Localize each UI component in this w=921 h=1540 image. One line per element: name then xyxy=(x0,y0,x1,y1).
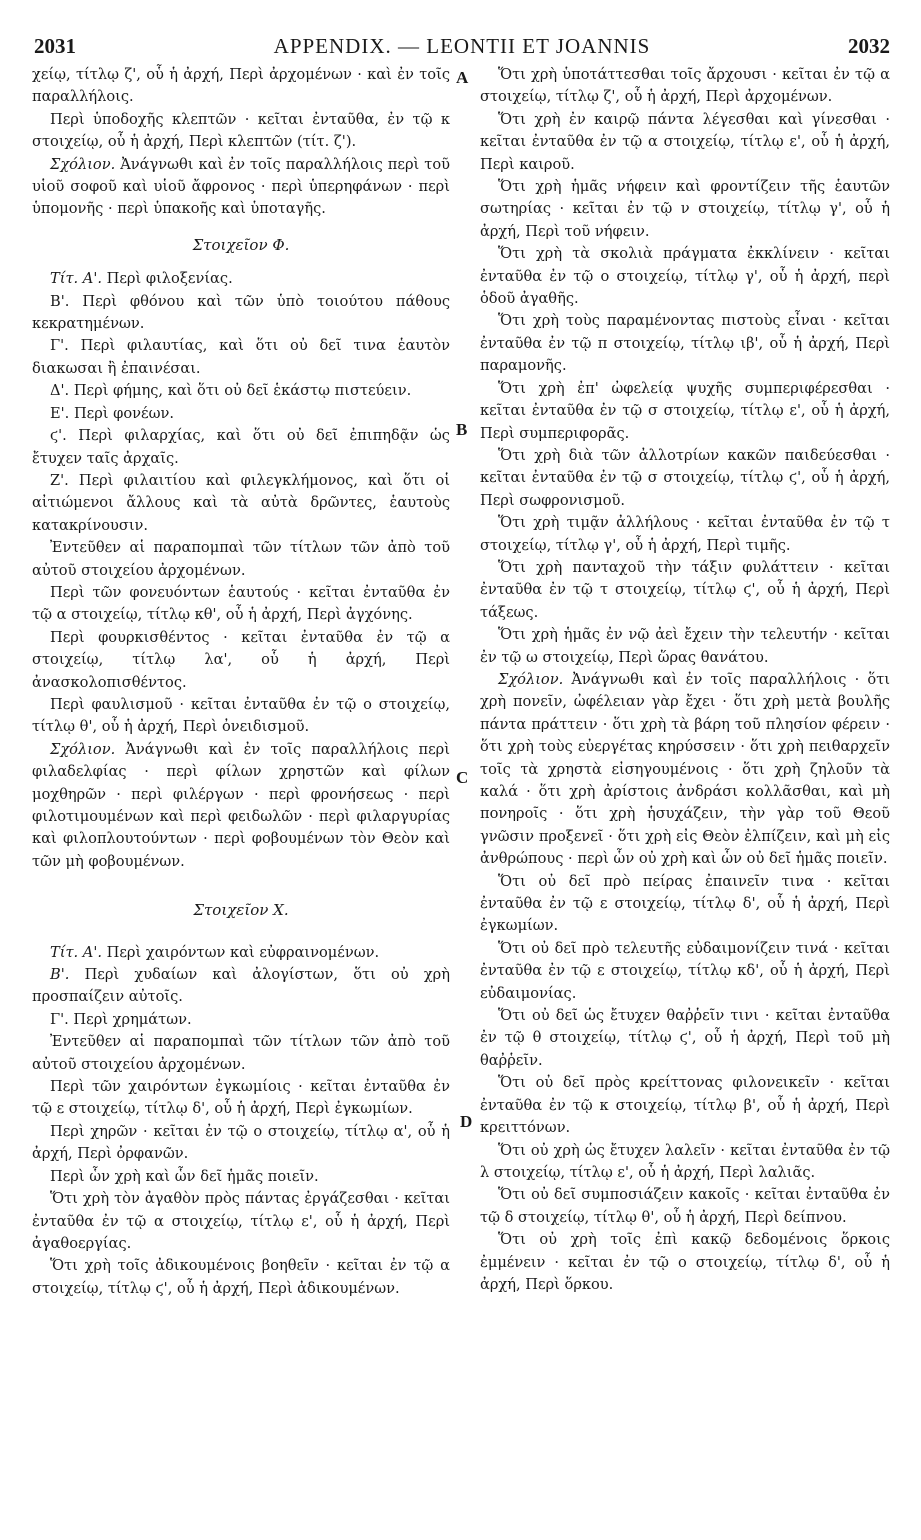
title-text: Περὶ φιλοξενίας. xyxy=(102,270,233,288)
title-entry: Ζ'. Περὶ φιλαιτίου καὶ φιλεγκλήμονος, καὶ ὅτι οἱ αἰτιώμενοι ἄλλους καὶ τὰ αὐτὰ δρῶντες, ἑαυτοὺς κατακρίνουσιν. xyxy=(32,471,450,534)
cross-reference: Περὶ τῶν χαιρόντων ἐγκωμίοις · κεῖται ἐνταῦθα ἐν τῷ ε στοιχείῳ, τίτλῳ δ', οὗ ἡ ἀρχή, Περὶ ἐγκωμίων. xyxy=(32,1078,450,1118)
cross-reference: Ὅτι χρὴ διὰ τῶν ἀλλοτρίων κακῶν παιδεύεσθαι · κεῖται ἐνταῦθα ἐν τῷ σ στοιχείῳ, τίτλῳ ϛ', οὗ ἡ ἀρχή, Περὶ σωφρονισμοῦ. xyxy=(480,446,890,509)
cross-reference: Ὅτι οὐ δεῖ ὡς ἔτυχεν θαῤῥεῖν τινι · κεῖται ἐνταῦθα ἐν τῷ θ στοιχείῳ, τίτλῳ ϛ', οὗ ἡ ἀρχή, Περὶ τοῦ μὴ θαῤῥεῖν. xyxy=(480,1007,890,1069)
cross-reference: Ὅτι οὐ δεῖ πρὸ τελευτῆς εὐδαιμονίζειν τινά · κεῖται ἐνταῦθα ἐν τῷ ε στοιχείῳ, τίτλῳ κδ', οὗ ἡ ἀρχή, Περὶ εὐδαιμονίας. xyxy=(480,939,890,1002)
cross-reference: Ὅτι χρὴ ἐπ' ὠφελείᾳ ψυχῆς συμπεριφέρεσθαι · κεῖται ἐνταῦθα ἐν τῷ σ στοιχείῳ, τίτλῳ ε', οὗ ἡ ἀρχή, Περὶ συμπεριφορᾶς. xyxy=(480,379,890,442)
paragraph: χείῳ, τίτλῳ ζ', οὗ ἡ ἀρχή, Περὶ ἀρχομένων · καὶ ἐν τοῖς παραλλήλοις. xyxy=(32,66,450,106)
paragraph: Περὶ ὧν χρὴ καὶ ὧν δεῖ ἡμᾶς ποιεῖν. xyxy=(50,1167,319,1185)
scholion-label: Σχόλιον. xyxy=(50,155,116,173)
cross-reference: Ὅτι χρὴ τοῖς ἀδικουμένοις βοηθεῖν · κεῖται ἐν τῷ α στοιχείῳ, τίτλῳ ϛ', οὗ ἡ ἀρχή, Περὶ ἀδικουμένων. xyxy=(32,1257,450,1297)
cross-reference: Περὶ φουρκισθέντος · κεῖται ἐνταῦθα ἐν τῷ α στοιχείῳ, τίτλῳ λα', οὗ ἡ ἀρχή, Περὶ ἀνασκολοπισθέντος. xyxy=(32,628,450,691)
paragraph: Ἐντεῦθεν αἱ παραπομπαὶ τῶν τίτλων τῶν ἀπὸ τοῦ αὐτοῦ στοιχείου ἀρχομένων. xyxy=(32,1033,450,1073)
margin-marker-b: B xyxy=(456,420,468,439)
scholion-text: Ἀνάγνωθι καὶ ἐν τοῖς παραλλήλοις περὶ φιλαδελφίας · περὶ φίλων χρηστῶν καὶ φίλων μοχθηρῶν · περὶ φιλέργων · περὶ φρονήσεως · περὶ φιλοτιμουμένων καὶ περὶ φειδωλῶν · περὶ φιλαργυρίας καὶ φιλοπλουτούντων · περὶ φοβουμένων τὸν Θεὸν καὶ τῶν μὴ φοβουμένων. xyxy=(32,740,450,870)
cross-reference: Ὅτι χρὴ τοὺς παραμένοντας πιστοὺς εἶναι · κεῖται ἐνταῦθα ἐν τῷ π στοιχείῳ, τίτλῳ ιβ', οὗ ἡ ἀρχή, Περὶ παραμονῆς. xyxy=(480,312,890,375)
section-heading-chi: Στοιχεῖον Χ. xyxy=(193,901,289,920)
cross-reference: Ὅτι χρὴ ἐν καιρῷ πάντα λέγεσθαι καὶ γίνεσθαι · κεῖται ἐνταῦθα ἐν τῷ α στοιχείῳ, τίτλῳ ε', οὗ ἡ ἀρχή, Περὶ καιροῦ. xyxy=(480,110,890,173)
scholion-paragraph xyxy=(32,154,450,221)
title-label: Β'. xyxy=(50,966,70,984)
scholion-paragraph xyxy=(480,669,890,871)
title-text: Περὶ χαιρόντων καὶ εὐφραινομένων. xyxy=(102,943,380,961)
cross-reference: Ὅτι χρὴ ἡμᾶς νήφειν καὶ φροντίζειν τῆς ἑαυτῶν σωτηρίας · κεῖται ἐν τῷ ν στοιχείῳ, τίτλῳ γ', οὗ ἡ ἀρχή, Περὶ τοῦ νήφειν. xyxy=(480,178,890,240)
cross-reference: Ὅτι χρὴ τιμᾷν ἀλλήλους · κεῖται ἐνταῦθα ἐν τῷ τ στοιχείῳ, τίτλῳ γ', οὗ ἡ ἀρχή, Περὶ τιμῆς. xyxy=(480,514,890,554)
cross-reference: Ὅτι οὐ χρὴ ὡς ἔτυχεν λαλεῖν · κεῖται ἐνταῦθα ἐν τῷ λ στοιχείῳ, τίτλῳ ε', οὗ ἡ ἀρχή, Περὶ λαλιᾶς. xyxy=(480,1141,890,1181)
scholion-text: Ἀνάγνωθι καὶ ἐν τοῖς παραλλήλοις περὶ τοῦ υἱοῦ σοφοῦ καὶ υἱοῦ ἄφρονος · περὶ ὑπερηφάνων · περὶ ὑπομονῆς · περὶ ὑπακοῆς καὶ ὑποταγῆς. xyxy=(32,155,450,218)
scholion-label: Σχόλιον. xyxy=(498,670,564,688)
margin-marker-d: D xyxy=(460,1112,473,1131)
title-entry: Δ'. Περὶ φήμης, καὶ ὅτι οὐ δεῖ ἑκάστῳ πιστεύειν. xyxy=(50,382,412,400)
title-label: Τίτ. Α'. xyxy=(50,270,102,288)
cross-reference: Ὅτι χρὴ τὸν ἀγαθὸν πρὸς πάντας ἐργάζεσθαι · κεῖται ἐνταῦθα ἐν τῷ α στοιχείῳ, τίτλῳ ε', οὗ ἡ ἀρχή, Περὶ ἀγαθοεργίας. xyxy=(32,1190,450,1252)
cross-reference: Περὶ χηρῶν · κεῖται ἐν τῷ ο στοιχείῳ, τίτλῳ α', οὗ ἡ ἀρχή, Περὶ ὀρφανῶν. xyxy=(32,1122,450,1163)
left-column xyxy=(32,64,450,1300)
section-heading-phi: Στοιχεῖον Φ. xyxy=(192,235,290,254)
title-entry: Β'. Περὶ φθόνου καὶ τῶν ὑπὸ τοιούτου πάθους κεκρατημένων. xyxy=(32,292,450,333)
title-entry xyxy=(32,964,450,1009)
paragraph: Ἐντεῦθεν αἱ παραπομπαὶ τῶν τίτλων τῶν ἀπὸ τοῦ αὐτοῦ στοιχείου ἀρχομένων. xyxy=(32,539,450,579)
paragraph: Περὶ ὑποδοχῆς κλεπτῶν · κεῖται ἐνταῦθα, ἐν τῷ κ στοιχείῳ, οὗ ἡ ἀρχή, Περὶ κλεπτῶν (τίτ. ζ'). xyxy=(32,110,450,151)
cross-reference: Ὅτι χρὴ ἡμᾶς ἐν νῷ ἀεὶ ἔχειν τὴν τελευτήν · κεῖται ἐν τῷ ω στοιχείῳ, Περὶ ὥρας θανάτου. xyxy=(480,626,890,666)
cross-reference: Ὅτι οὐ δεῖ πρὸ πείρας ἐπαινεῖν τινα · κεῖται ἐνταῦθα ἐν τῷ ε στοιχείῳ, τίτλῳ δ', οὗ ἡ ἀρχή, Περὶ ἐγκωμίων. xyxy=(480,872,890,935)
cross-reference: Ὅτι χρὴ ὑποτάττεσθαι τοῖς ἄρχουσι · κεῖται ἐν τῷ α στοιχείῳ, τίτλῳ ζ', οὗ ἡ ἀρχή, Περὶ ἀρχομένων. xyxy=(480,66,890,106)
title-entry: ϛ'. Περὶ φιλαρχίας, καὶ ὅτι οὐ δεῖ ἐπιπηδᾷν ὡς ἔτυχεν ταῖς ἀρχαῖς. xyxy=(32,427,450,467)
cross-reference: Ὅτι οὐ δεῖ πρὸς κρείττονας φιλονεικεῖν · κεῖται ἐνταῦθα ἐν τῷ κ στοιχείῳ, τίτλῳ β', οὗ ἡ ἀρχή, Περὶ κρειττόνων. xyxy=(480,1074,890,1137)
cross-reference: Ὅτι οὐ χρὴ τοῖς ἐπὶ κακῷ δεδομένοις ὅρκοις ἐμμένειν · κεῖται ἐν τῷ ο στοιχείῳ, τίτλῳ δ', οὗ ἡ ἀρχή, Περὶ ὅρκου. xyxy=(480,1231,890,1293)
title-label: Τίτ. Α'. xyxy=(50,943,102,961)
scholion-paragraph xyxy=(32,739,450,873)
title-text: Περὶ χυδαίων καὶ ἀλογίστων, ὅτι οὐ χρὴ προσπαίζειν αὐτοῖς. xyxy=(32,966,450,1006)
cross-reference: Ὅτι χρὴ πανταχοῦ τὴν τάξιν φυλάττειν · κεῖται ἐνταῦθα ἐν τῷ τ στοιχείῳ, τίτλῳ ϛ', οὗ ἡ ἀρχή, Περὶ τάξεως. xyxy=(480,558,890,621)
page-number-left: 2031 xyxy=(34,34,76,58)
scholion-text: Ἀνάγνωθι καὶ ἐν τοῖς παραλλήλοις · ὅτι χρὴ πονεῖν, ὠφέλειαν γὰρ ἔχει · ὅτι χρὴ μετὰ βουλῆς πάντα πράττειν · ὅτι χρὴ τὰ βάρη τοῦ πλησίον φέρειν · ὅτι χρὴ τοὺς εὐεργέτας κηρύσσειν · ὅτι χρὴ πειθαρχεῖν τοῖς τὰ χρηστὰ εἰσηγουμένοις · ὅτι χρὴ ζηλοῦν τὰ καλά · ὅτι χρὴ ἀρίστοις ἀνδράσι κολλᾶσθαι, καὶ μὴ πονηροῖς · ὅτι χρὴ ἡσυχάζειν, τὴν γὰρ τοῦ Θεοῦ γνῶσιν προξενεῖ · ὅτι χρὴ εἰς Θεὸν ἐλπίζειν, καὶ μὴ εἰς ἀνθρώπους · περὶ ὧν οὐ χρὴ καὶ ὧν οὐ δεῖ ἡμᾶς ποιεῖν. xyxy=(480,670,890,868)
title-entry: Γ'. Περὶ φιλαυτίας, καὶ ὅτι οὐ δεῖ τινα ἑαυτὸν διακωσαι ἢ ἐπαινέσαι. xyxy=(32,337,450,377)
margin-marker-c: C xyxy=(456,768,469,787)
title-entry xyxy=(32,942,450,964)
cross-reference: Ὅτι οὐ δεῖ συμποσιάζειν κακοῖς · κεῖται ἐνταῦθα ἐν τῷ δ στοιχείῳ, τίτλῳ θ', οὗ ἡ ἀρχή, Περὶ δείπνου. xyxy=(480,1186,890,1226)
cross-reference: Περὶ τῶν φονευόντων ἑαυτούς · κεῖται ἐνταῦθα ἐν τῷ α στοιχείῳ, τίτλῳ κθ', οὗ ἡ ἀρχή, Περὶ ἀγχόνης. xyxy=(32,583,450,624)
page-header xyxy=(34,34,890,60)
cross-reference: Περὶ φαυλισμοῦ · κεῖται ἐνταῦθα ἐν τῷ ο στοιχείῳ, τίτλῳ θ', οὗ ἡ ἀρχή, Περὶ ὀνειδισμοῦ. xyxy=(32,695,450,736)
scholion-label: Σχόλιον. xyxy=(50,740,116,758)
title-entry: Ε'. Περὶ φονέων. xyxy=(50,404,175,422)
cross-reference: Ὅτι χρὴ τὰ σκολιὰ πράγματα ἐκκλίνειν · κεῖται ἐνταῦθα ἐν τῷ ο στοιχείῳ, τίτλῳ γ', οὗ ἡ ἀρχή, περὶ ὁδοῦ ἀγαθῆς. xyxy=(480,245,890,308)
title-entry xyxy=(32,268,450,290)
running-title: APPENDIX. — LEONTII ET JOANNIS xyxy=(273,34,651,58)
margin-marker-a: A xyxy=(456,68,469,87)
page-number-right: 2032 xyxy=(848,34,890,58)
title-entry: Γ'. Περὶ χρημάτων. xyxy=(50,1010,192,1028)
right-column xyxy=(480,64,890,1296)
